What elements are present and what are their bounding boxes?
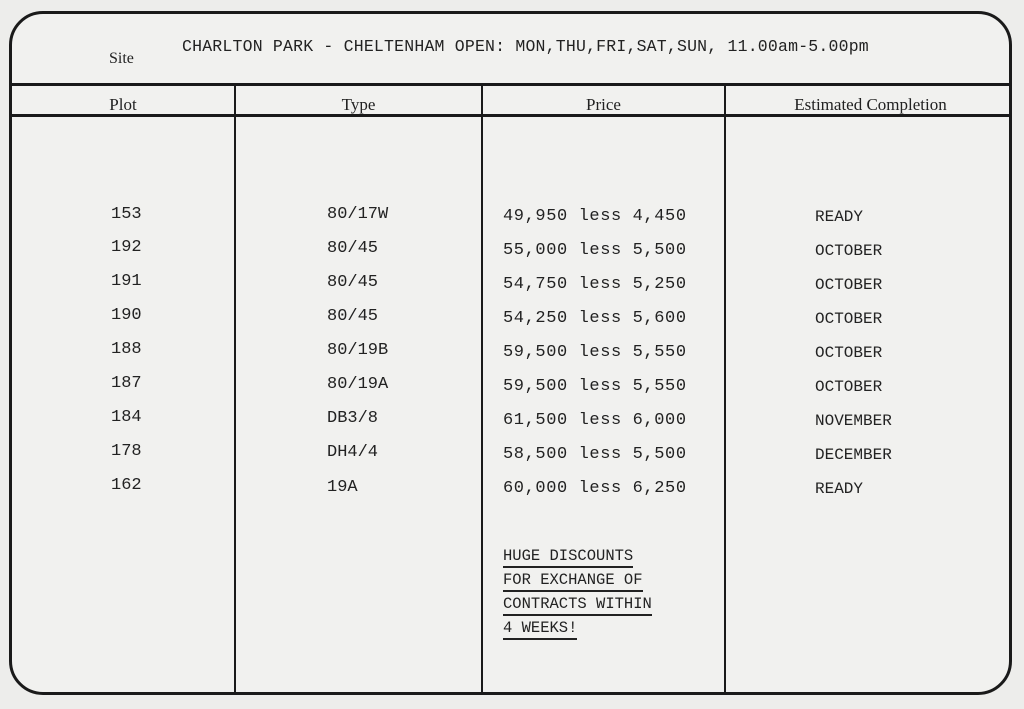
column-header-type: Type — [341, 95, 376, 114]
price-cell: 61,500 less 6,000 — [503, 411, 687, 430]
type-cell: 80/19B — [327, 341, 389, 360]
price-cell: 59,500 less 5,550 — [503, 377, 687, 396]
completion-cell: OCTOBER — [815, 344, 883, 362]
plot-cell: 187 — [111, 374, 142, 393]
price-cell: 58,500 less 5,500 — [503, 445, 687, 464]
note-line: HUGE DISCOUNTS — [503, 546, 633, 568]
completion-cell: NOVEMBER — [815, 412, 892, 430]
column-rule-3 — [724, 85, 726, 692]
discount-note — [503, 546, 652, 642]
column-header-plot: Plot — [109, 95, 137, 114]
completion-cell: READY — [815, 480, 864, 498]
type-cell: 19A — [327, 478, 358, 497]
note-line: CONTRACTS WITHIN — [503, 594, 652, 616]
plot-cell: 190 — [111, 306, 142, 325]
completion-cell: READY — [815, 208, 864, 226]
note-line: FOR EXCHANGE OF — [503, 570, 643, 592]
price-cell: 59,500 less 5,550 — [503, 343, 687, 362]
plot-cell: 191 — [111, 272, 142, 291]
plot-cell: 178 — [111, 442, 142, 461]
price-cell: 55,000 less 5,500 — [503, 241, 687, 260]
plot-cell: 153 — [111, 205, 142, 224]
completion-cell: OCTOBER — [815, 378, 883, 396]
completion-cell: OCTOBER — [815, 276, 883, 294]
header-top-rule — [12, 83, 1009, 86]
note-line: 4 WEEKS! — [503, 618, 577, 640]
column-rule-2 — [481, 85, 483, 692]
price-cell: 49,950 less 4,450 — [503, 207, 687, 226]
type-cell: 80/45 — [327, 239, 379, 258]
completion-cell: OCTOBER — [815, 242, 883, 260]
type-cell: 80/17W — [327, 205, 389, 224]
type-cell: DH4/4 — [327, 443, 379, 462]
plot-cell: 184 — [111, 408, 142, 427]
type-cell: 80/45 — [327, 307, 379, 326]
column-header-completion: Estimated Completion — [794, 95, 947, 114]
price-cell: 54,250 less 5,600 — [503, 309, 687, 328]
price-cell: 60,000 less 6,250 — [503, 479, 687, 498]
type-cell: 80/45 — [327, 273, 379, 292]
column-rule-1 — [234, 85, 236, 692]
column-header-price: Price — [586, 95, 621, 114]
type-cell: DB3/8 — [327, 409, 379, 428]
plot-cell: 192 — [111, 238, 142, 257]
plot-cell: 162 — [111, 476, 142, 495]
completion-cell: DECEMBER — [815, 446, 892, 464]
price-cell: 54,750 less 5,250 — [503, 275, 687, 294]
site-label: Site — [109, 50, 134, 67]
site-description: CHARLTON PARK - CHELTENHAM OPEN: MON,THU,FRI,SAT,SUN, 11.00am-5.00pm — [182, 37, 869, 56]
plot-cell: 188 — [111, 340, 142, 359]
price-list-card — [9, 11, 1012, 695]
completion-cell: OCTOBER — [815, 310, 883, 328]
type-cell: 80/19A — [327, 375, 389, 394]
